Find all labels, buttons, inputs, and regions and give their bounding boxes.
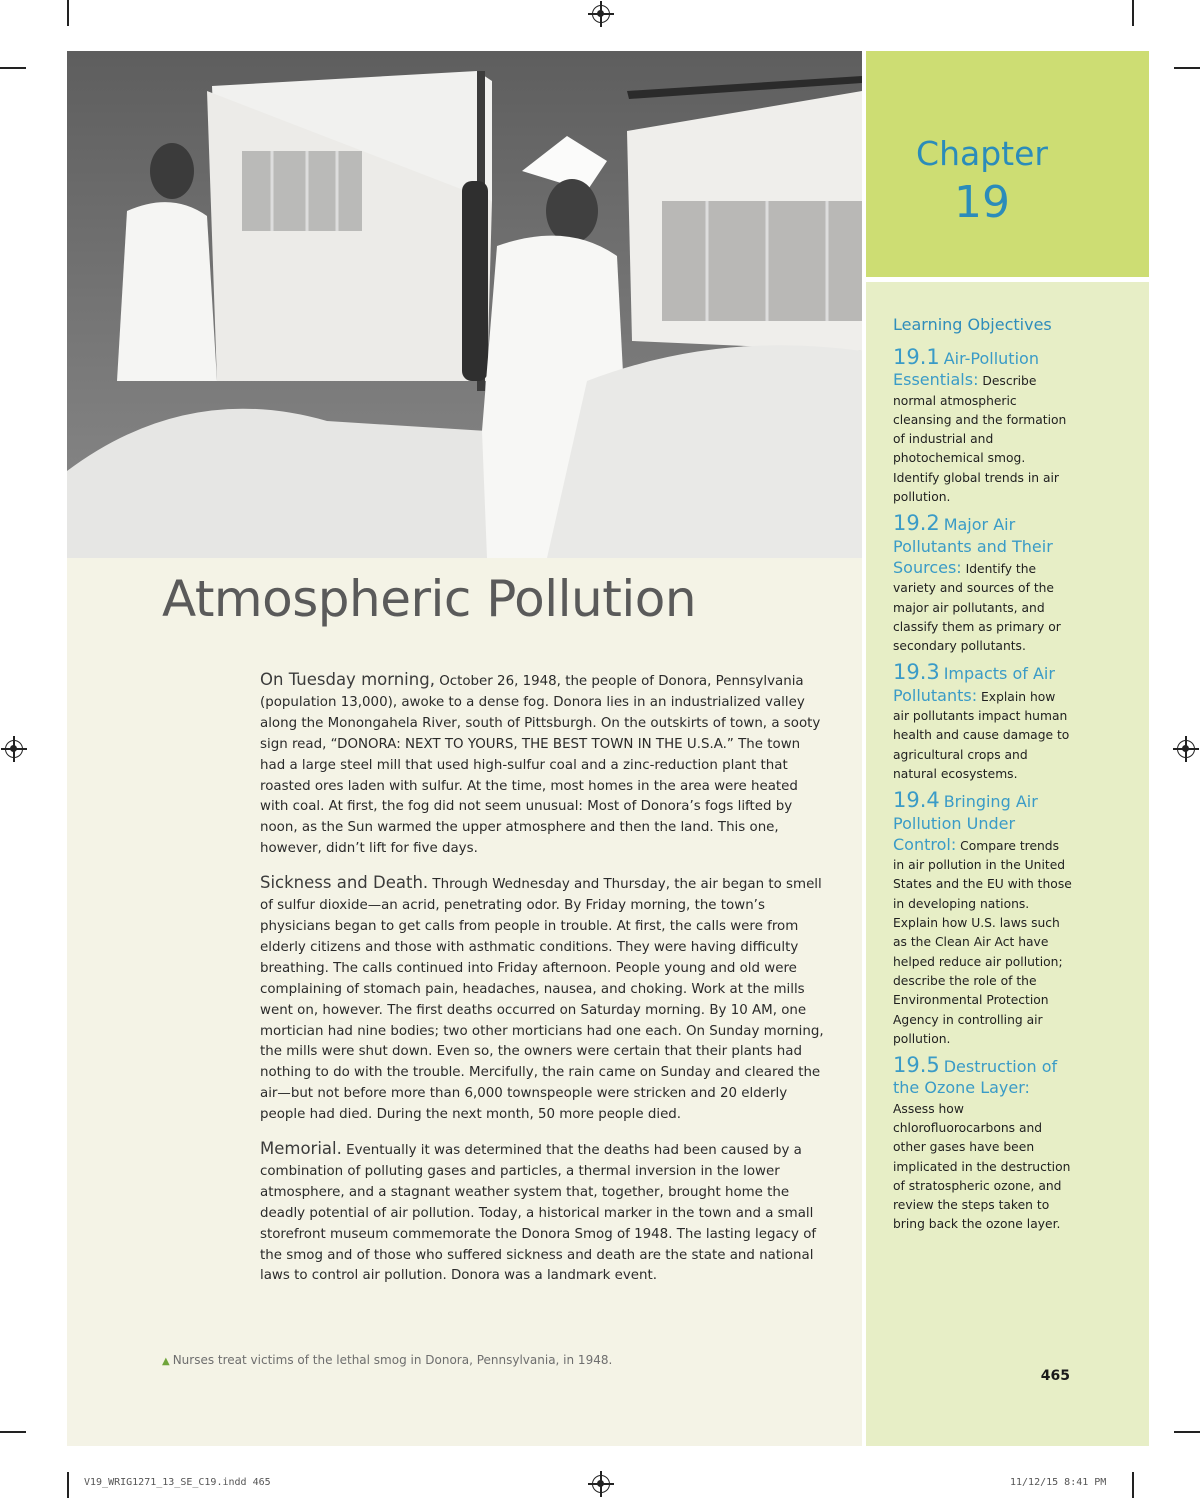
crop-mark xyxy=(1174,1431,1200,1433)
crop-mark xyxy=(0,67,26,69)
paragraph-lead: On Tuesday morning, xyxy=(260,670,435,689)
objective-heading: Destruction of the Ozone Layer: xyxy=(893,1057,1058,1098)
objective-heading: Major Air Pollutants and Their Sources: xyxy=(893,515,1053,577)
objective-text: Assess how chlorofluorocarbons and other gases have been implicated in the destruction of stratospheric ozone, and review the steps taken to bring back the ozone layer. xyxy=(893,1101,1071,1232)
crop-mark xyxy=(1174,67,1200,69)
registration-mark-icon xyxy=(1177,740,1195,758)
paragraph xyxy=(260,670,828,860)
learning-objectives-title: Learning Objectives xyxy=(893,315,1052,334)
objective-item xyxy=(893,788,1073,1049)
objective-item xyxy=(893,511,1073,656)
objective-number: 19.3 xyxy=(893,660,940,685)
crop-mark xyxy=(67,1472,69,1498)
paragraph-lead: Sickness and Death. xyxy=(260,873,429,893)
objective-text: Identify the variety and sources of the major air pollutants, and classify them as primary or secondary pollutants. xyxy=(893,561,1061,654)
triangle-icon: ▲ xyxy=(162,1356,170,1367)
objective-item xyxy=(893,345,1073,507)
paragraph-text: October 26, 1948, the people of Donora, Pennsylvania (population 13,000), awoke to a dense fog. Donora lies in an industrialized valley along the Monongahela River, south of Pittsburgh. On the outskirts of town, a sooty sign read, “DONORA: NEXT TO YOURS, THE BEST TOWN IN THE U.S.A.” The town had a large steel mill that used high-sulfur coal and a zinc-reduction plant that roasted ores laden with sulfur. At the time, most homes in the area were heated with coal. At first, the fog did not seem unusual: Most of Donora’s fogs lifted by noon, as the Sun warmed the upper atmosphere and then the land. This one, however, didn’t lift for five days. xyxy=(260,674,821,857)
crop-mark xyxy=(1132,1472,1134,1498)
objective-number: 19.2 xyxy=(893,511,940,536)
paragraph-text: Through Wednesday and Thursday, the air began to smell of sulfur dioxide—an acrid, penetrating odor. By Friday morning, the town’s physicians began to get calls from people in trouble. At first, the calls were from elderly citizens and those with asthmatic conditions. They were having difficulty breathing. The calls continued into Friday afternoon. People young and old were complaining of stomach pain, headaches, nausea, and choking. Work at the mills went on, however. The first deaths occurred on Saturday morning. By 10 AM, one mortician had nine bodies; two other morticians had one each. On Sunday morning, the mills were shut down. Even so, the owners were certain that their plants had nothing to do with the trouble. Mercifully, the rain came on Sunday and cleared the air—but not before more than 6,000 townspeople were stricken and 20 elderly people had died. During the next month, 50 more people died. xyxy=(260,877,824,1123)
objective-heading: Air-Pollution Essentials: xyxy=(893,349,1039,390)
crop-mark xyxy=(1132,0,1134,26)
objective-heading: Bringing Air Pollution Under Control: xyxy=(893,792,1038,854)
objective-text: Compare trends in air pollution in the United States and the EU with those in developing nations. Explain how U.S. laws such as the Clean Air Act have helped reduce air pollution; describe the role of the Environmental Protection Agency in controlling air pollution. xyxy=(893,838,1072,1046)
paragraph-lead: Memorial. xyxy=(260,1139,342,1159)
chapter-intro-text xyxy=(260,670,828,1300)
paragraph xyxy=(260,873,828,1126)
objective-text: Explain how air pollutants impact human health and cause damage to agricultural crops and natural ecosystems. xyxy=(893,689,1070,781)
slug-timestamp: 11/12/15 8:41 PM xyxy=(1010,1477,1107,1488)
registration-mark-icon xyxy=(592,1475,610,1493)
registration-mark-icon xyxy=(592,5,610,23)
paragraph-text: Eventually it was determined that the deaths had been caused by a combination of polluting gases and particles, a thermal inversion in the lower atmosphere, and a stagnant weather system that, together, brought home the deadly potential of air pollution. Today, a historical marker in the town and a small storefront museum commemorate the Donora Smog of 1948. The lasting legacy of the smog and of those who suffered sickness and death are the state and national laws to control air pollution. Donora was a landmark event. xyxy=(260,1143,817,1284)
slug-file-info: V19_WRIG1271_13_SE_C19.indd 465 xyxy=(84,1477,271,1488)
crop-mark xyxy=(67,0,69,26)
chapter-title: Atmospheric Pollution xyxy=(162,570,697,628)
chapter-number: 19 xyxy=(954,177,1010,228)
objective-item xyxy=(893,1053,1073,1235)
objective-number: 19.4 xyxy=(893,788,940,813)
chapter-opener-photo xyxy=(67,51,862,558)
objective-number: 19.1 xyxy=(893,345,940,369)
paragraph xyxy=(260,1139,828,1287)
objective-heading: Impacts of Air Pollutants: xyxy=(893,664,1055,705)
registration-mark-icon xyxy=(5,740,23,758)
objective-number: 19.5 xyxy=(893,1053,940,1078)
crop-mark xyxy=(0,1431,26,1433)
objective-item xyxy=(893,660,1073,784)
page-number: 465 xyxy=(1040,1368,1070,1384)
caption-text: Nurses treat victims of the lethal smog in Donora, Pennsylvania, in 1948. xyxy=(172,1353,613,1367)
chapter-word: Chapter xyxy=(916,134,1048,173)
learning-objectives-list xyxy=(893,345,1073,1242)
photo-caption xyxy=(162,1353,612,1367)
objective-text: Describe normal atmospheric cleansing and the formation of industrial and photochemical smog. Identify global trends in air pollution. xyxy=(893,374,1067,505)
